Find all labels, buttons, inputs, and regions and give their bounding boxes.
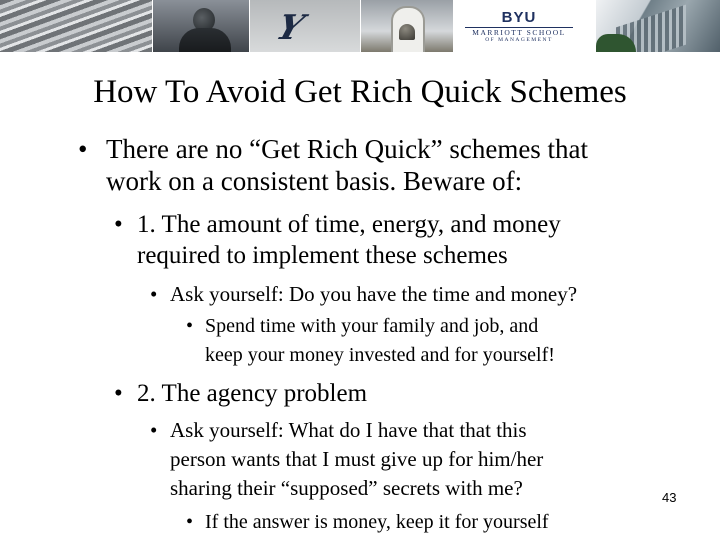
point2-sub-line-2: person wants that I must give up for him/her: [170, 447, 544, 471]
point2-line: 2. The agency problem: [137, 380, 368, 407]
bullet-marker: •: [186, 511, 194, 533]
bullet-marker: •: [150, 282, 158, 306]
banner-photo-statue: [153, 0, 249, 52]
byu-marriott-logo: [454, 0, 584, 52]
bullet-marker: •: [114, 380, 123, 407]
bullet-marker: •: [150, 418, 158, 442]
bullet-marker: •: [114, 211, 123, 238]
point1-sub: Ask yourself: Do you have the time and money?: [170, 282, 578, 306]
banner-photo-sculpture: [0, 0, 152, 52]
point1-line-1: 1. The amount of time, energy, and money: [137, 211, 561, 238]
logo-of-management: OF MANAGEMENT: [485, 37, 553, 43]
y-logo-icon: Y: [271, 8, 309, 48]
banner-photo-y-mountain: [250, 0, 360, 52]
logo-marriott-school: MARRIOTT SCHOOL: [472, 28, 566, 37]
bell-icon: [399, 24, 415, 40]
point2-subsub: If the answer is money, keep it for yourself: [205, 511, 549, 533]
bullet-main-line-2: work on a consistent basis. Beware of:: [106, 166, 523, 196]
slide-title: How To Avoid Get Rich Quick Schemes: [93, 74, 627, 110]
point1-subsub-line-1: Spend time with your family and job, and: [205, 315, 539, 337]
bullet-main-line-1: There are no “Get Rich Quick” schemes that: [106, 134, 589, 164]
logo-byu: BYU: [501, 9, 537, 26]
point2-sub-line-3: sharing their “supposed” secrets with me?: [170, 476, 523, 500]
bullet-marker: •: [78, 134, 88, 164]
banner-photo-bell-tower: [361, 0, 453, 52]
page-number: 43: [662, 490, 677, 505]
banner-photo-building: [596, 0, 720, 52]
header-banner: [0, 0, 720, 52]
statue-body-shape: [179, 28, 231, 52]
point1-subsub-line-2: keep your money invested and for yourself!: [205, 344, 555, 366]
bullet-marker: •: [186, 315, 194, 337]
point2-sub-line-1: Ask yourself: What do I have that that this: [170, 418, 527, 442]
point1-line-2: required to implement these schemes: [137, 242, 508, 269]
